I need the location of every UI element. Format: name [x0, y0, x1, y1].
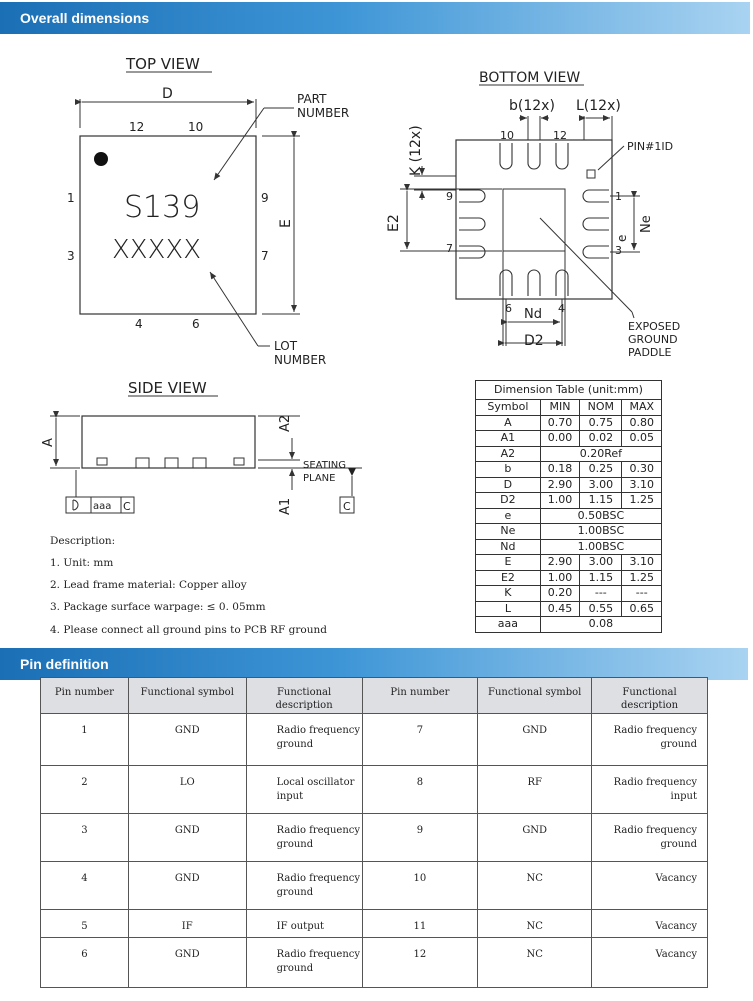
table-row: A 0.70 0.75 0.80: [476, 415, 662, 431]
table-row: 6 GND Radio frequency ground 12 NC Vacancy: [41, 938, 708, 988]
table-row: E 2.90 3.00 3.10: [476, 555, 662, 571]
top-view-title: TOP VIEW: [126, 55, 200, 73]
table-row: b 0.18 0.25 0.30: [476, 462, 662, 478]
svg-text:10: 10: [500, 129, 514, 142]
table-row: D 2.90 3.00 3.10: [476, 477, 662, 493]
section-header-overall: Overall dimensions: [0, 2, 750, 34]
svg-text:10: 10: [188, 120, 204, 134]
svg-text:1: 1: [615, 190, 622, 203]
svg-text:NUMBER: NUMBER: [297, 106, 350, 120]
dimension-table: [475, 380, 662, 633]
svg-text:NUMBER: NUMBER: [274, 353, 327, 367]
table-row: L 0.45 0.55 0.65: [476, 601, 662, 617]
svg-text:Ne: Ne: [639, 215, 654, 233]
table-row: 2 LO Local oscillator input 8 RF Radio frequency input: [41, 766, 708, 814]
svg-text:PIN#1ID: PIN#1ID: [627, 140, 674, 153]
svg-text:LOT: LOT: [274, 339, 298, 353]
svg-text:C: C: [343, 500, 351, 513]
table-row: Symbol MIN NOM MAX: [476, 400, 662, 416]
part-marking: S139: [124, 190, 201, 225]
description-title: Description:: [50, 535, 116, 547]
svg-text:6: 6: [192, 317, 200, 331]
table-row: E2 1.00 1.15 1.25: [476, 570, 662, 586]
table-row: aaa 0.08: [476, 617, 662, 633]
svg-text:Nd: Nd: [524, 307, 542, 322]
table-header-row: Pin number Functional symbol Functional description Pin number Functional symbol Functional description: [41, 678, 708, 714]
description-item: 1. Unit: mm: [50, 557, 114, 569]
table-row: e 0.50BSC: [476, 508, 662, 524]
table-row: A2 0.20Ref: [476, 446, 662, 462]
svg-text:12: 12: [553, 129, 567, 142]
description-item: 2. Lead frame material: Copper alloy: [50, 579, 247, 591]
svg-text:7: 7: [446, 242, 453, 255]
svg-text:C: C: [123, 500, 131, 513]
svg-text:PART: PART: [297, 92, 327, 106]
dim-d-label: D: [162, 86, 173, 102]
table-row: A1 0.00 0.02 0.05: [476, 431, 662, 447]
side-view-title: SIDE VIEW: [128, 379, 207, 397]
svg-text:6: 6: [505, 302, 512, 315]
svg-text:L(12x): L(12x): [576, 98, 621, 114]
svg-text:4: 4: [558, 302, 565, 315]
svg-text:12: 12: [129, 120, 145, 134]
lot-marking: XXXXX: [112, 235, 202, 265]
table-row: Nd 1.00BSC: [476, 539, 662, 555]
svg-text:1: 1: [67, 191, 75, 205]
section-header-pins: Pin definition: [0, 648, 748, 680]
svg-text:D2: D2: [524, 333, 544, 349]
table-row: D2 1.00 1.15 1.25: [476, 493, 662, 509]
svg-text:GROUND: GROUND: [628, 333, 678, 346]
svg-text:3: 3: [67, 249, 75, 263]
svg-text:9: 9: [261, 191, 269, 205]
svg-text:3: 3: [615, 244, 622, 257]
svg-text:K (12x): K (12x): [408, 125, 424, 176]
svg-text:aaa: aaa: [93, 501, 112, 512]
description-item: 3. Package surface warpage: ≤ 0. 05mm: [50, 601, 266, 613]
description-item: 4. Please connect all ground pins to PCB RF ground: [50, 624, 327, 636]
dimension-table-caption: Dimension Table (unit:mm): [476, 381, 662, 400]
table-row: 5 IF IF output 11 NC Vacancy: [41, 910, 708, 938]
table-row: 3 GND Radio frequency ground 9 GND Radio frequency ground: [41, 814, 708, 862]
svg-text:A2: A2: [278, 414, 293, 432]
table-row: 1 GND Radio frequency ground 7 GND Radio frequency ground: [41, 714, 708, 766]
pin1-dot-icon: [94, 152, 108, 166]
svg-text:e: e: [615, 234, 629, 242]
table-row: Ne 1.00BSC: [476, 524, 662, 540]
bottom-view-title: BOTTOM VIEW: [479, 70, 581, 86]
svg-text:EXPOSED: EXPOSED: [628, 320, 681, 333]
dim-e-label: E: [278, 219, 294, 228]
svg-text:A1: A1: [278, 497, 293, 515]
svg-text:b(12x): b(12x): [509, 98, 555, 114]
svg-text:PADDLE: PADDLE: [628, 346, 672, 359]
svg-text:A: A: [41, 438, 56, 447]
svg-text:7: 7: [261, 249, 269, 263]
svg-text:PLANE: PLANE: [303, 473, 336, 484]
svg-text:SEATING: SEATING: [303, 460, 347, 471]
pin-definition-table: [40, 677, 708, 988]
svg-text:4: 4: [135, 317, 143, 331]
svg-text:9: 9: [446, 190, 453, 203]
table-row: K 0.20 --- ---: [476, 586, 662, 602]
table-row: 4 GND Radio frequency ground 10 NC Vacancy: [41, 862, 708, 910]
svg-text:E2: E2: [386, 214, 402, 232]
